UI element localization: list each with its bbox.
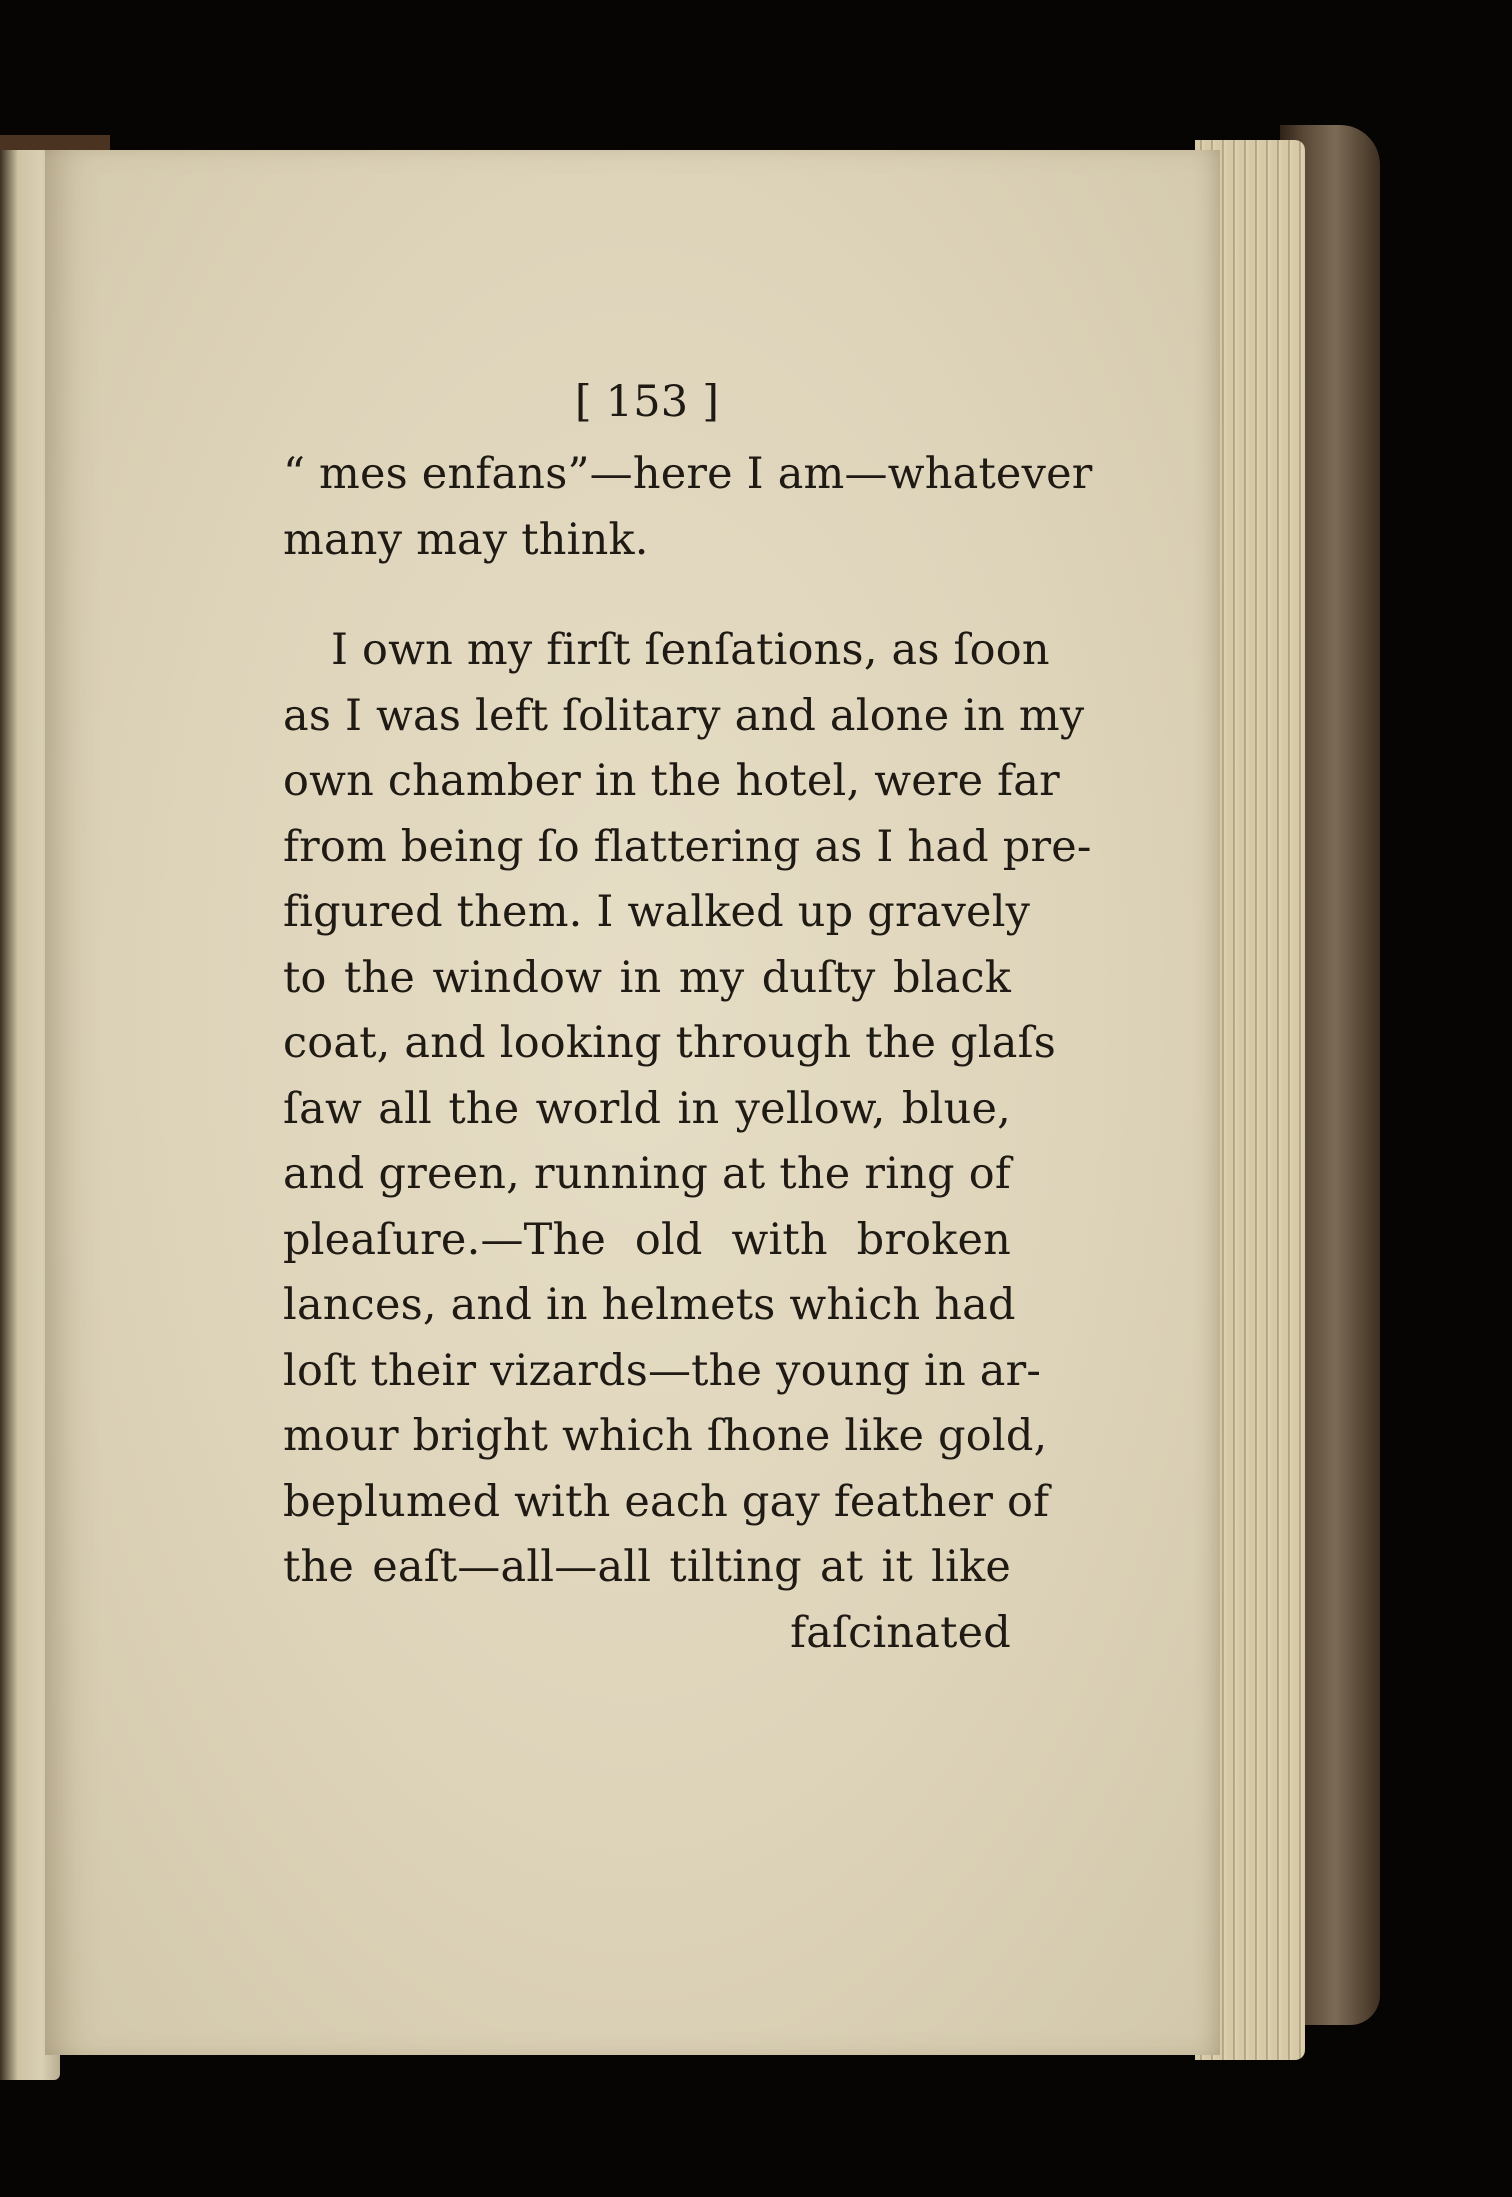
text-line: loſt their vizards—the young in ar- [283, 1345, 1042, 1396]
text-line: from being ſo flattering as I had pre- [283, 821, 1092, 872]
body-text [283, 442, 1093, 1666]
text-line: figured them. I walked up gravely [283, 887, 1031, 937]
text-line: and green, running at the ring of [283, 1149, 1011, 1199]
text-line: I own my firſt ſenſations, as ſoon [331, 625, 1050, 675]
text-line: “ mes enfans”—here I am—whatever [283, 449, 1093, 499]
text-line: the eaſt—all—all tilting at it like [283, 1542, 1011, 1592]
text-line: mour bright which ſhone like gold, [283, 1411, 1048, 1461]
text-line: lances, and in helmets which had [283, 1280, 1016, 1330]
text-line: many may think. [283, 514, 649, 565]
paragraph-gap [283, 573, 1011, 618]
text-line: as I was left ſolitary and alone in my [283, 690, 1085, 741]
text-line: to the window in my duſty black [283, 952, 1011, 1003]
text-line: own chamber in the hotel, were far [283, 756, 1060, 806]
catchword: faſcinated [790, 1607, 1011, 1658]
text-line: coat, and looking through the glaſs [283, 1018, 1056, 1068]
text-line: pleaſure.—The old with broken [283, 1214, 1011, 1265]
text-line: beplumed with each gay feather of [283, 1476, 1050, 1527]
page-number: [ 153 ] [574, 377, 720, 427]
text-line: ſaw all the world in yellow, blue, [283, 1083, 1011, 1134]
